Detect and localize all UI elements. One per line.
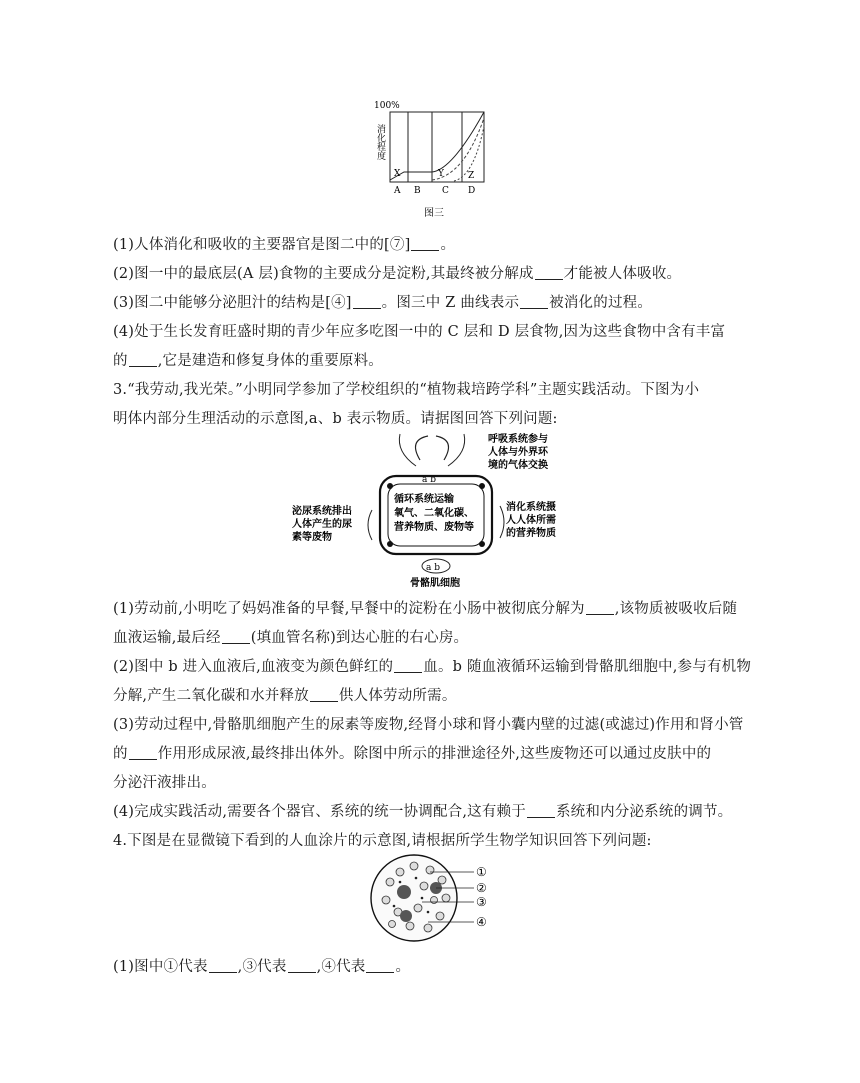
line-text: 的 bbox=[113, 353, 128, 369]
top-text-1: 呼吸系统参与 bbox=[488, 434, 548, 445]
line-text: 。图三中 Z 曲线表示 bbox=[381, 295, 520, 311]
left-text-2: 人体产生的尿 bbox=[292, 519, 352, 530]
line-text: 4.下图是在显微镜下看到的人血涂片的示意图,请根据所学生物学知识回答下列问题: bbox=[113, 833, 652, 849]
figure-blood-smear bbox=[370, 852, 500, 948]
x-tick-c: C bbox=[442, 186, 449, 196]
line-text: 作用形成尿液,最终排出体外。除图中所示的排泄途径外,这些废物还可以通过皮肤中的 bbox=[157, 746, 712, 762]
line-text: ,它是建造和修复身体的重要原料。 bbox=[157, 353, 384, 369]
curve-label-y: Y bbox=[438, 169, 444, 179]
figure-circulation-diagram bbox=[288, 430, 578, 590]
line-text: ,④代表 bbox=[316, 959, 366, 975]
question-line bbox=[113, 233, 455, 254]
answer-blank bbox=[535, 265, 563, 281]
ab-top-label: a b bbox=[422, 475, 436, 485]
question-line bbox=[113, 320, 725, 341]
question-line bbox=[113, 713, 743, 734]
answer-blank bbox=[288, 958, 316, 974]
answer-blank bbox=[366, 958, 394, 974]
line-text: (填血管名称)到达心脏的右心房。 bbox=[250, 630, 469, 646]
line-text: (4)完成实践活动,需要各个器官、系统的统一协调配合,这有赖于 bbox=[113, 804, 526, 820]
line-text: ,该物质被吸收后随 bbox=[614, 601, 738, 617]
blood-label-2: ② bbox=[476, 881, 487, 895]
line-text: 。 bbox=[395, 959, 411, 975]
top-text-3: 境的气体交换 bbox=[488, 460, 548, 471]
answer-blank bbox=[129, 745, 157, 761]
right-text-3: 的营养物质 bbox=[506, 528, 556, 539]
answer-blank bbox=[411, 236, 439, 252]
answer-blank bbox=[586, 600, 614, 616]
question-line bbox=[113, 349, 383, 370]
line-text: 供人体劳动所需。 bbox=[338, 688, 457, 704]
answer-blank bbox=[527, 803, 555, 819]
line-text: (3)图二中能够分泌胆汁的结构是[④] bbox=[113, 295, 352, 311]
answer-blank bbox=[129, 352, 157, 368]
question-line bbox=[113, 262, 681, 283]
answer-blank bbox=[394, 658, 422, 674]
question-line bbox=[113, 626, 468, 647]
line-text: 才能被人体吸收。 bbox=[563, 266, 682, 282]
question-line bbox=[113, 684, 457, 705]
line-text: (1)人体消化和吸收的主要器官是图二中的[⑦] bbox=[113, 237, 411, 253]
line-text: (3)劳动过程中,骨骼肌细胞产生的尿素等废物,经肾小球和肾小囊内壁的过滤(或滤过)作用和肾小管 bbox=[113, 717, 744, 733]
question-line bbox=[113, 291, 652, 312]
line-text: 分泌汗液排出。 bbox=[113, 775, 216, 791]
question-line bbox=[113, 742, 711, 763]
right-text-2: 人人体所需 bbox=[506, 515, 556, 526]
answer-blank bbox=[310, 687, 338, 703]
line-text: 被消化的过程。 bbox=[549, 295, 653, 311]
left-text-1: 泌尿系统排出 bbox=[292, 506, 352, 517]
line-text: (2)图一中的最底层(A 层)食物的主要成分是淀粉,其最终被分解成 bbox=[113, 266, 534, 282]
blood-label-1: ① bbox=[476, 865, 487, 879]
answer-blank bbox=[209, 958, 237, 974]
line-text: (2)图中 b 进入血液后,血液变为颜色鲜红的 bbox=[113, 659, 394, 675]
question-line bbox=[113, 955, 410, 976]
right-text-1: 消化系统摄 bbox=[506, 502, 556, 513]
question-line bbox=[113, 597, 737, 618]
line-text: ,③代表 bbox=[237, 959, 287, 975]
line-text: 的 bbox=[113, 746, 128, 762]
bottom-text: 骨骼肌细胞 bbox=[410, 578, 460, 589]
answer-blank bbox=[520, 294, 548, 310]
answer-blank bbox=[222, 629, 250, 645]
center-text-1: 循环系统运输 bbox=[394, 494, 454, 505]
line-text: (1)劳动前,小明吃了妈妈准备的早餐,早餐中的淀粉在小肠中被彻底分解为 bbox=[113, 601, 585, 617]
answer-blank bbox=[353, 294, 381, 310]
x-tick-b: B bbox=[414, 186, 421, 196]
left-text-3: 素等废物 bbox=[292, 532, 332, 543]
line-text: (4)处于生长发育旺盛时期的青少年应多吃图一中的 C 层和 D 层食物,因为这些食物中含有丰富 bbox=[113, 324, 726, 340]
line-text: 。 bbox=[440, 237, 456, 253]
blood-label-3: ③ bbox=[476, 895, 487, 909]
curve-label-x: X bbox=[394, 169, 401, 179]
ab-bottom-label: a b bbox=[426, 563, 440, 573]
y-top-label: 100% bbox=[374, 101, 400, 111]
line-text: 3.“我劳动,我光荣。”小明同学参加了学校组织的“植物栽培跨学科”主题实践活动。下图为小 bbox=[113, 382, 700, 398]
center-text-2: 氧气、二氧化碳、 bbox=[394, 508, 474, 519]
question-line bbox=[113, 771, 216, 792]
question-line bbox=[113, 655, 751, 676]
question-line bbox=[113, 829, 652, 850]
x-tick-a: A bbox=[394, 186, 401, 196]
line-text: 明体内部分生理活动的示意图,a、b 表示物质。请据图回答下列问题: bbox=[113, 411, 558, 427]
figure-caption: 图三 bbox=[424, 208, 444, 218]
y-axis-label: 消化程度 bbox=[375, 124, 385, 160]
line-text: 血。b 随血液循环运输到骨骼肌细胞中,参与有机物 bbox=[423, 659, 752, 675]
blood-label-4: ④ bbox=[476, 915, 487, 929]
curve-label-z: Z bbox=[468, 171, 475, 181]
question-line bbox=[113, 378, 699, 399]
line-text: 分解,产生二氧化碳和水并释放 bbox=[113, 688, 309, 704]
x-tick-d: D bbox=[468, 186, 476, 196]
figure-digestion-chart bbox=[372, 98, 492, 218]
line-text: (1)图中①代表 bbox=[113, 959, 208, 975]
center-text-3: 营养物质、废物等 bbox=[394, 522, 474, 533]
question-line bbox=[113, 407, 558, 428]
line-text: 血液运输,最后经 bbox=[113, 630, 221, 646]
top-text-2: 人体与外界环 bbox=[488, 447, 548, 458]
line-text: 系统和内分泌系统的调节。 bbox=[555, 804, 733, 820]
question-line bbox=[113, 800, 732, 821]
